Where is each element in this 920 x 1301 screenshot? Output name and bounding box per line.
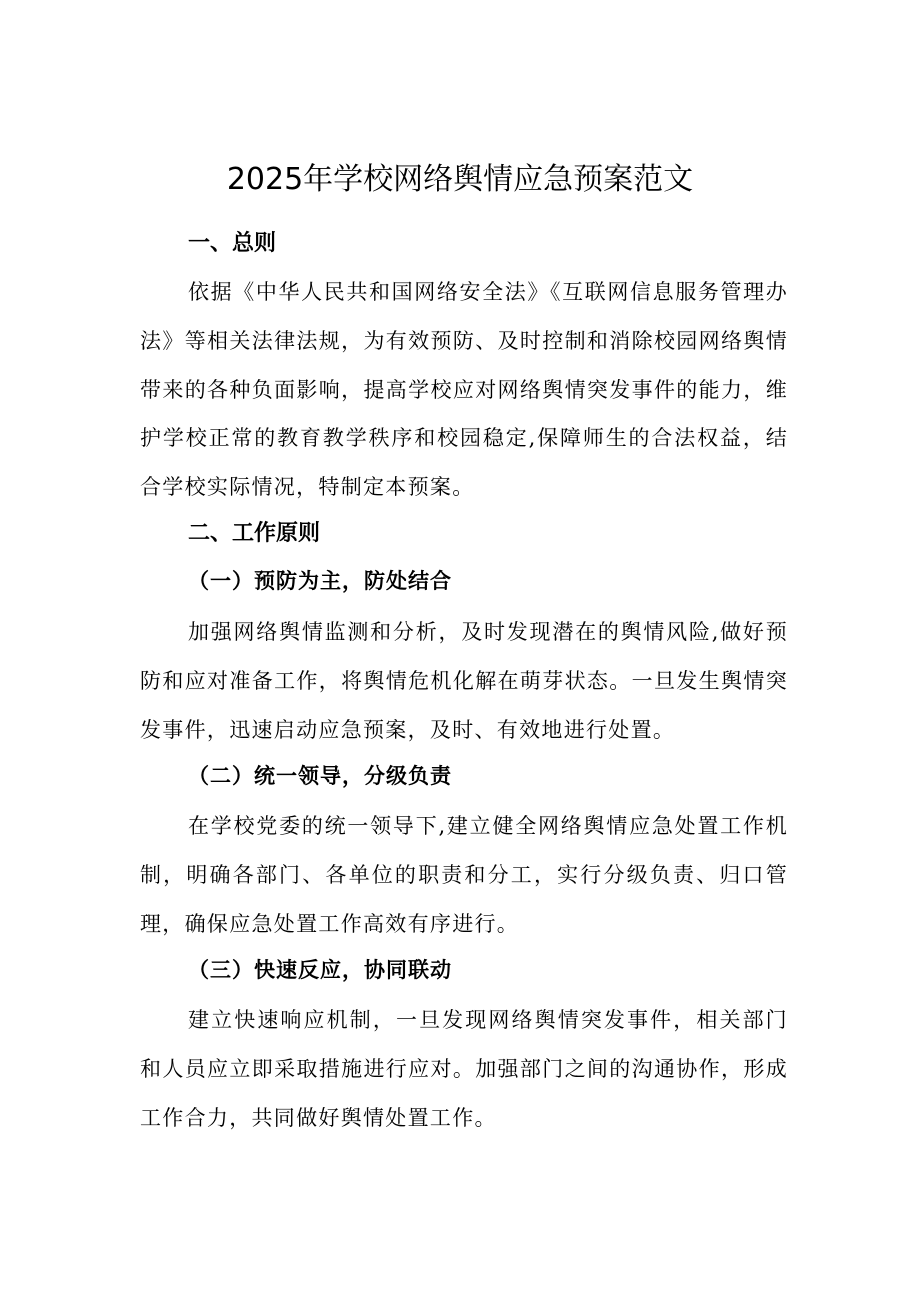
subsection-heading-leadership: （二）统一领导，分级负责 — [188, 764, 452, 788]
subsection-heading-prevention: （一）预防为主，防处结合 — [188, 569, 452, 593]
section-heading-principles: 二、工作原则 — [188, 521, 321, 546]
subsection-paragraph-response: 建立快速响应机制，一旦发现网络舆情突发事件，相关部门和人员应立即采取措施进行应对。加强部门之间的沟通协作，形成工作合力，共同做好舆情处置工作。 — [140, 1008, 788, 1130]
document-title: 2025年学校网络舆情应急预案范文 — [226, 162, 694, 197]
section-paragraph-general: 依据《中华人民共和国网络安全法》《互联网信息服务管理办法》等相关法律法规，为有效预防、及时控制和消除校园网络舆情带来的各种负面影响，提高学校应对网络舆情突发事件的能力，维护学校正常的教育教学秩序和校园稳定,保障师生的合法权益，结合学校实际情况，特制定本预案。 — [140, 280, 788, 500]
subsection-paragraph-prevention: 加强网络舆情监测和分析，及时发现潜在的舆情风险,做好预防和应对准备工作，将舆情危机化解在萌芽状态。一旦发生舆情突发事件，迅速启动应急预案，及时、有效地进行处置。 — [140, 620, 788, 742]
subsection-paragraph-leadership: 在学校党委的统一领导下,建立健全网络舆情应急处置工作机制，明确各部门、各单位的职责和分工，实行分级负责、归口管理，确保应急处置工作高效有序进行。 — [140, 814, 788, 936]
subsection-heading-response: （三）快速反应，协同联动 — [188, 958, 452, 982]
section-heading-general: 一、总则 — [188, 231, 277, 256]
